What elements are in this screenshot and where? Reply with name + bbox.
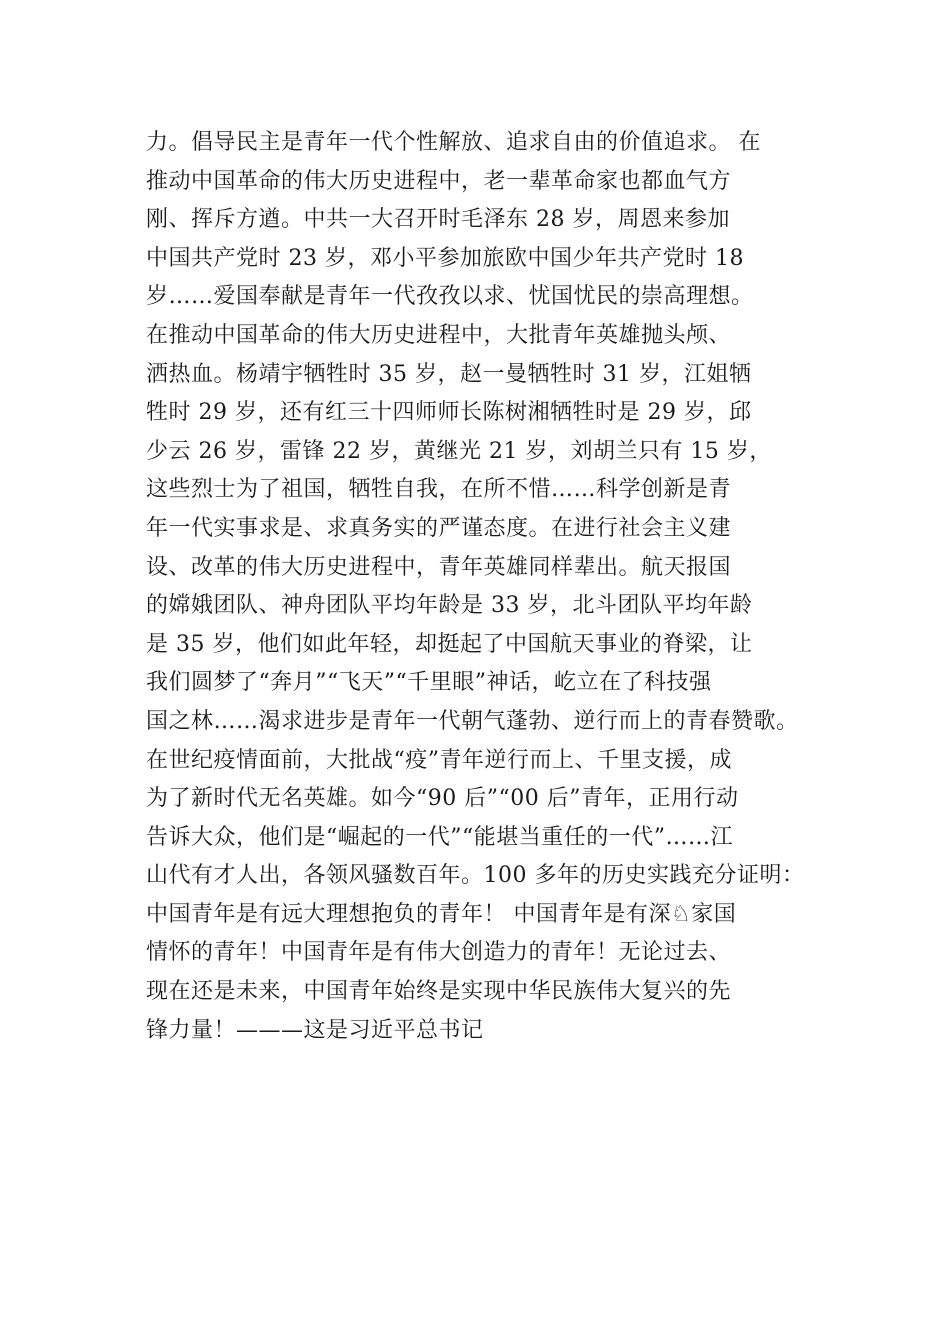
text-line: 在世纪疫情面前，大批战“疫”青年逆行而上、千里支援，成 (146, 747, 732, 773)
text-line: 牲时 29 岁，还有红三十四师师长陈树湘牺牲时是 29 岁，邱 (146, 400, 752, 426)
text-line: 国之林……渴求进步是青年一代朝气蓬勃、逆行而上的青春赞歌。 (146, 708, 799, 734)
text-line: 山代有才人出，各领风骚数百年。100 多年的历史实践充分证明： (146, 863, 805, 889)
text-line: 是 35 岁，他们如此年轻，却挺起了中国航天事业的脊梁，让 (146, 631, 753, 657)
text-line: 情怀的青年！中国青年是有伟大创造力的青年！无论过去、 (146, 940, 732, 966)
text-line: 我们圆梦了“奔月”“飞天”“千里眼”神话，屹立在了科技强 (146, 670, 712, 696)
text-line: 锋力量！———这是习近平总书记 (146, 1017, 484, 1043)
text-line: 中国共产党时 23 岁，邓小平参加旅欧中国少年共产党时 18 (146, 245, 744, 271)
text-line: 现在还是未来，中国青年始终是实现中华民族伟大复兴的先 (146, 979, 732, 1005)
text-line: 设、改革的伟大历史进程中，青年英雄同样辈出。航天报国 (146, 554, 732, 580)
text-line: 洒热血。杨靖宇牺牲时 35 岁，赵一曼牺牲时 31 岁，江姐牺 (146, 361, 752, 387)
text-line: 这些烈士为了祖国，牺牲自我，在所不惜……科学创新是青 (146, 477, 732, 503)
text-line: 在推动中国革命的伟大历史进程中，大批青年英雄抛头颅、 (146, 322, 732, 348)
text-line: 刚、挥斥方遒。中共一大召开时毛泽东 28 岁，周恩来参加 (146, 207, 730, 233)
text-line: 中国青年是有远大理想抱负的青年！ 中国青年是有深♘家国 (146, 901, 737, 927)
text-line: 岁……爱国奉献是青年一代孜孜以求、忧国忧民的崇高理想。 (146, 284, 754, 310)
text-line: 告诉大众，他们是“崛起的一代”“能堪当重任的一代”……江 (146, 824, 733, 850)
text-line: 少云 26 岁，雷锋 22 岁，黄继光 21 岁，刘胡兰只有 15 岁， (146, 438, 772, 464)
text-line: 推动中国革命的伟大历史进程中，老一辈革命家也都血气方 (146, 168, 732, 194)
text-line: 的嫦娥团队、神舟团队平均年龄是 33 岁，北斗团队平均年龄 (146, 593, 753, 619)
body-text (146, 124, 846, 1050)
text-line: 年一代实事求是、求真务实的严谨态度。在进行社会主义建 (146, 515, 732, 541)
text-line: 力。倡导民主是青年一代个性解放、追求自由的价值追求。 在 (146, 130, 761, 155)
text-line: 为了新时代无名英雄。如今“90 后”“00 后”青年，正用行动 (146, 786, 739, 812)
